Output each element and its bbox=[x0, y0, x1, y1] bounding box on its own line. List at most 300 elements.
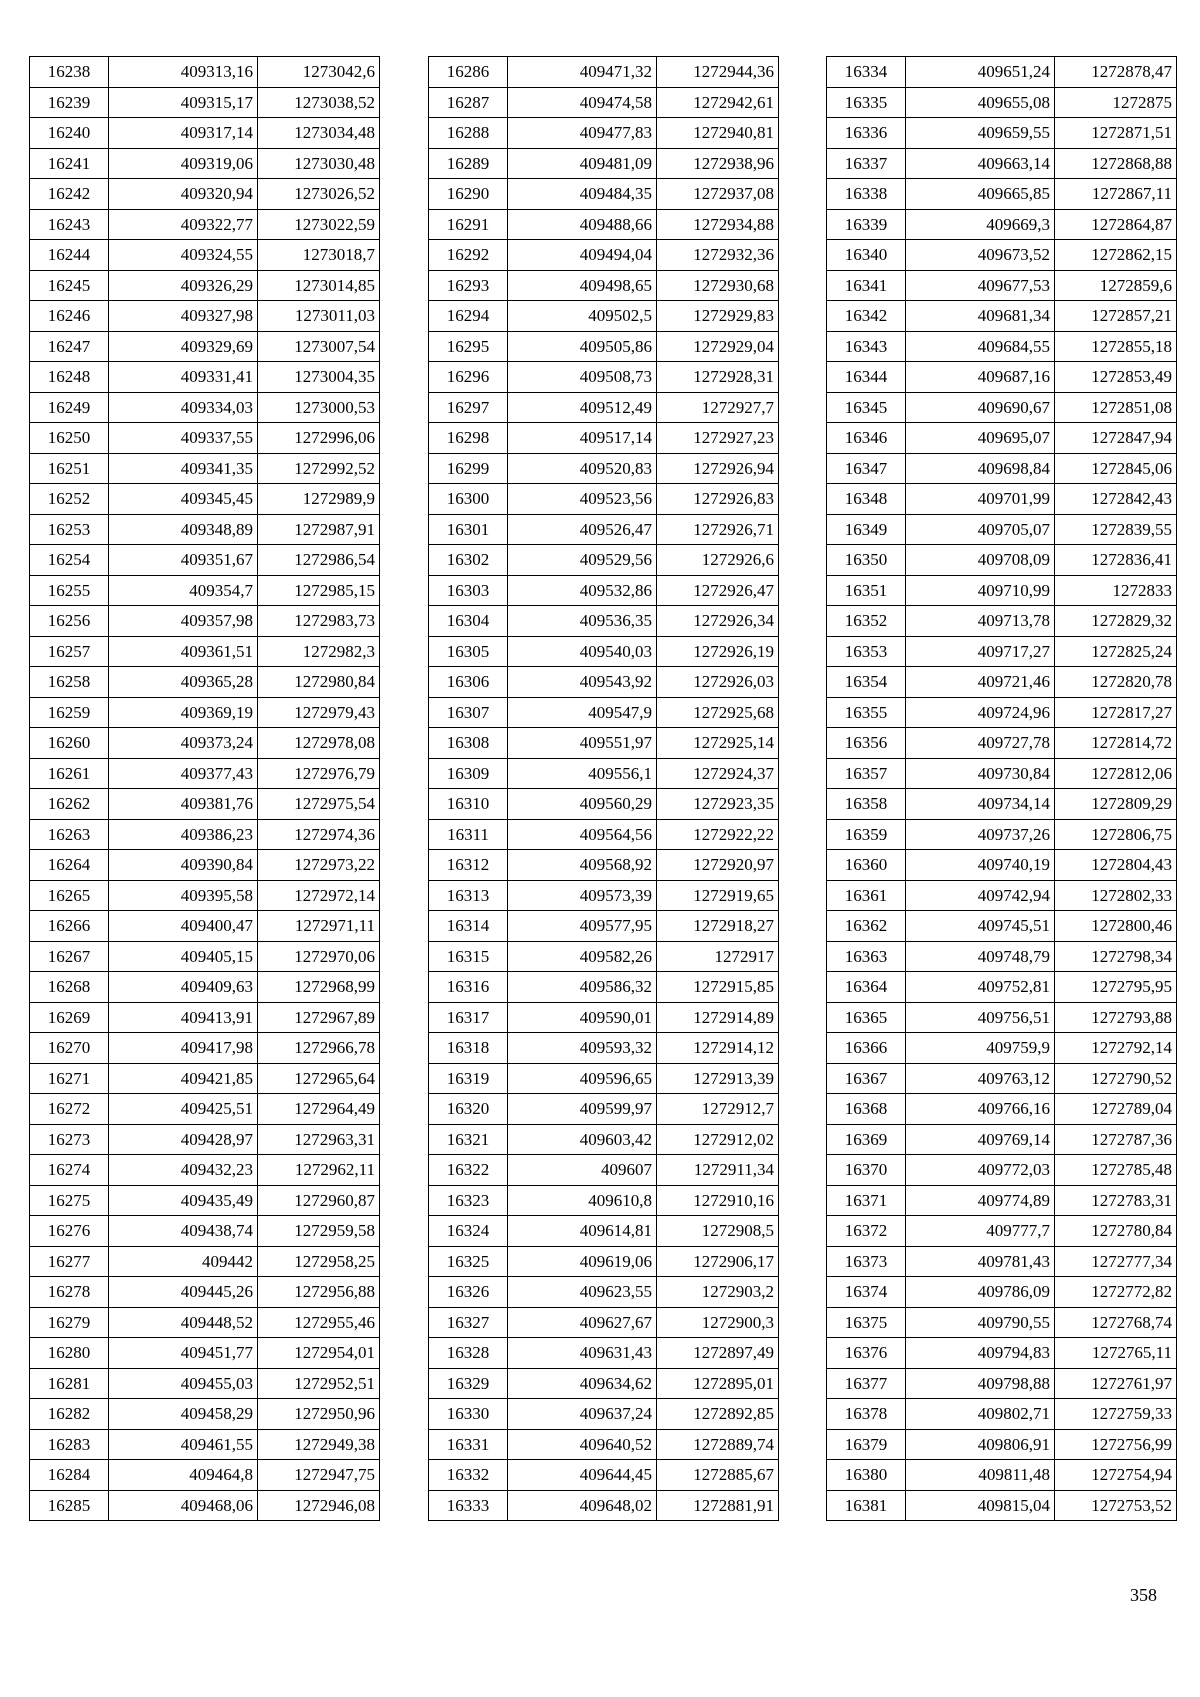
x-coordinate-cell: 409543,92 bbox=[508, 667, 657, 698]
x-coordinate-cell: 409687,16 bbox=[906, 362, 1055, 393]
x-coordinate-cell: 409573,39 bbox=[508, 880, 657, 911]
x-coordinate-cell: 409373,24 bbox=[109, 728, 258, 759]
point-number-cell: 16380 bbox=[827, 1460, 906, 1491]
x-coordinate-cell: 409348,89 bbox=[109, 514, 258, 545]
y-coordinate-cell: 1272820,78 bbox=[1055, 667, 1177, 698]
x-coordinate-cell: 409637,24 bbox=[508, 1399, 657, 1430]
y-coordinate-cell: 1272922,22 bbox=[657, 819, 779, 850]
y-coordinate-cell: 1273034,48 bbox=[258, 118, 380, 149]
table-row bbox=[429, 941, 779, 972]
point-number-cell: 16345 bbox=[827, 392, 906, 423]
table-row bbox=[827, 697, 1177, 728]
table-row bbox=[827, 1429, 1177, 1460]
x-coordinate-cell: 409766,16 bbox=[906, 1094, 1055, 1125]
table-row bbox=[429, 911, 779, 942]
table-row bbox=[429, 1002, 779, 1033]
x-coordinate-cell: 409413,91 bbox=[109, 1002, 258, 1033]
point-number-cell: 16300 bbox=[429, 484, 508, 515]
x-coordinate-cell: 409320,94 bbox=[109, 179, 258, 210]
table-row bbox=[429, 514, 779, 545]
y-coordinate-cell: 1272944,36 bbox=[657, 57, 779, 88]
y-coordinate-cell: 1273007,54 bbox=[258, 331, 380, 362]
y-coordinate-cell: 1272960,87 bbox=[258, 1185, 380, 1216]
coordinate-table-1 bbox=[29, 56, 380, 1521]
table-row bbox=[827, 758, 1177, 789]
y-coordinate-cell: 1272868,88 bbox=[1055, 148, 1177, 179]
point-number-cell: 16332 bbox=[429, 1460, 508, 1491]
table-row bbox=[827, 453, 1177, 484]
y-coordinate-cell: 1272924,37 bbox=[657, 758, 779, 789]
point-number-cell: 16268 bbox=[30, 972, 109, 1003]
table-row bbox=[30, 545, 380, 576]
y-coordinate-cell: 1272925,68 bbox=[657, 697, 779, 728]
table-row bbox=[30, 911, 380, 942]
table-row bbox=[827, 1246, 1177, 1277]
x-coordinate-cell: 409505,86 bbox=[508, 331, 657, 362]
table-row bbox=[827, 514, 1177, 545]
point-number-cell: 16248 bbox=[30, 362, 109, 393]
table-row bbox=[30, 819, 380, 850]
point-number-cell: 16247 bbox=[30, 331, 109, 362]
point-number-cell: 16299 bbox=[429, 453, 508, 484]
x-coordinate-cell: 409651,24 bbox=[906, 57, 1055, 88]
point-number-cell: 16357 bbox=[827, 758, 906, 789]
point-number-cell: 16249 bbox=[30, 392, 109, 423]
x-coordinate-cell: 409644,45 bbox=[508, 1460, 657, 1491]
y-coordinate-cell: 1272895,01 bbox=[657, 1368, 779, 1399]
y-coordinate-cell: 1272857,21 bbox=[1055, 301, 1177, 332]
table-row bbox=[30, 667, 380, 698]
x-coordinate-cell: 409748,79 bbox=[906, 941, 1055, 972]
point-number-cell: 16334 bbox=[827, 57, 906, 88]
y-coordinate-cell: 1272927,23 bbox=[657, 423, 779, 454]
x-coordinate-cell: 409721,46 bbox=[906, 667, 1055, 698]
x-coordinate-cell: 409357,98 bbox=[109, 606, 258, 637]
point-number-cell: 16356 bbox=[827, 728, 906, 759]
y-coordinate-cell: 1272892,85 bbox=[657, 1399, 779, 1430]
y-coordinate-cell: 1272926,71 bbox=[657, 514, 779, 545]
point-number-cell: 16359 bbox=[827, 819, 906, 850]
point-number-cell: 16343 bbox=[827, 331, 906, 362]
point-number-cell: 16305 bbox=[429, 636, 508, 667]
x-coordinate-cell: 409556,1 bbox=[508, 758, 657, 789]
y-coordinate-cell: 1272927,7 bbox=[657, 392, 779, 423]
y-coordinate-cell: 1272923,35 bbox=[657, 789, 779, 820]
x-coordinate-cell: 409329,69 bbox=[109, 331, 258, 362]
table-row bbox=[429, 1399, 779, 1430]
table-row bbox=[30, 514, 380, 545]
x-coordinate-cell: 409313,16 bbox=[109, 57, 258, 88]
x-coordinate-cell: 409727,78 bbox=[906, 728, 1055, 759]
point-number-cell: 16290 bbox=[429, 179, 508, 210]
y-coordinate-cell: 1272956,88 bbox=[258, 1277, 380, 1308]
x-coordinate-cell: 409471,32 bbox=[508, 57, 657, 88]
x-coordinate-cell: 409730,84 bbox=[906, 758, 1055, 789]
point-number-cell: 16281 bbox=[30, 1368, 109, 1399]
table-row bbox=[827, 331, 1177, 362]
y-coordinate-cell: 1272971,11 bbox=[258, 911, 380, 942]
point-number-cell: 16331 bbox=[429, 1429, 508, 1460]
x-coordinate-cell: 409377,43 bbox=[109, 758, 258, 789]
x-coordinate-cell: 409508,73 bbox=[508, 362, 657, 393]
point-number-cell: 16324 bbox=[429, 1216, 508, 1247]
point-number-cell: 16362 bbox=[827, 911, 906, 942]
point-number-cell: 16333 bbox=[429, 1490, 508, 1521]
table-row bbox=[429, 1460, 779, 1491]
table-row bbox=[827, 392, 1177, 423]
x-coordinate-cell: 409713,78 bbox=[906, 606, 1055, 637]
y-coordinate-cell: 1272938,96 bbox=[657, 148, 779, 179]
table-row bbox=[827, 1124, 1177, 1155]
table-row bbox=[429, 453, 779, 484]
y-coordinate-cell: 1272817,27 bbox=[1055, 697, 1177, 728]
x-coordinate-cell: 409705,07 bbox=[906, 514, 1055, 545]
point-number-cell: 16260 bbox=[30, 728, 109, 759]
table-row bbox=[827, 941, 1177, 972]
point-number-cell: 16355 bbox=[827, 697, 906, 728]
table-row bbox=[30, 1246, 380, 1277]
point-number-cell: 16304 bbox=[429, 606, 508, 637]
table-row bbox=[30, 1094, 380, 1125]
y-coordinate-cell: 1272792,14 bbox=[1055, 1033, 1177, 1064]
y-coordinate-cell: 1272842,43 bbox=[1055, 484, 1177, 515]
point-number-cell: 16287 bbox=[429, 87, 508, 118]
y-coordinate-cell: 1272793,88 bbox=[1055, 1002, 1177, 1033]
point-number-cell: 16246 bbox=[30, 301, 109, 332]
point-number-cell: 16346 bbox=[827, 423, 906, 454]
table-row bbox=[827, 484, 1177, 515]
table-row bbox=[30, 636, 380, 667]
point-number-cell: 16330 bbox=[429, 1399, 508, 1430]
y-coordinate-cell: 1272839,55 bbox=[1055, 514, 1177, 545]
y-coordinate-cell: 1272768,74 bbox=[1055, 1307, 1177, 1338]
table-row bbox=[827, 819, 1177, 850]
x-coordinate-cell: 409361,51 bbox=[109, 636, 258, 667]
table-row bbox=[429, 392, 779, 423]
table-row bbox=[429, 1216, 779, 1247]
table-row bbox=[30, 972, 380, 1003]
table-row bbox=[30, 1124, 380, 1155]
x-coordinate-cell: 409577,95 bbox=[508, 911, 657, 942]
table-row bbox=[827, 1460, 1177, 1491]
point-number-cell: 16337 bbox=[827, 148, 906, 179]
point-number-cell: 16286 bbox=[429, 57, 508, 88]
x-coordinate-cell: 409610,8 bbox=[508, 1185, 657, 1216]
y-coordinate-cell: 1272753,52 bbox=[1055, 1490, 1177, 1521]
y-coordinate-cell: 1272925,14 bbox=[657, 728, 779, 759]
y-coordinate-cell: 1272962,11 bbox=[258, 1155, 380, 1186]
y-coordinate-cell: 1272917 bbox=[657, 941, 779, 972]
table-row bbox=[30, 850, 380, 881]
table-row bbox=[30, 1185, 380, 1216]
table-row bbox=[827, 1063, 1177, 1094]
point-number-cell: 16297 bbox=[429, 392, 508, 423]
x-coordinate-cell: 409737,26 bbox=[906, 819, 1055, 850]
point-number-cell: 16303 bbox=[429, 575, 508, 606]
x-coordinate-cell: 409640,52 bbox=[508, 1429, 657, 1460]
table-row bbox=[827, 118, 1177, 149]
table-row bbox=[429, 1094, 779, 1125]
y-coordinate-cell: 1272889,74 bbox=[657, 1429, 779, 1460]
table-row bbox=[30, 209, 380, 240]
y-coordinate-cell: 1272926,94 bbox=[657, 453, 779, 484]
y-coordinate-cell: 1272985,15 bbox=[258, 575, 380, 606]
table-row bbox=[429, 636, 779, 667]
table-row bbox=[827, 1399, 1177, 1430]
x-coordinate-cell: 409547,9 bbox=[508, 697, 657, 728]
x-coordinate-cell: 409445,26 bbox=[109, 1277, 258, 1308]
y-coordinate-cell: 1272958,25 bbox=[258, 1246, 380, 1277]
x-coordinate-cell: 409560,29 bbox=[508, 789, 657, 820]
y-coordinate-cell: 1272996,06 bbox=[258, 423, 380, 454]
point-number-cell: 16326 bbox=[429, 1277, 508, 1308]
y-coordinate-cell: 1272955,46 bbox=[258, 1307, 380, 1338]
y-coordinate-cell: 1272989,9 bbox=[258, 484, 380, 515]
point-number-cell: 16258 bbox=[30, 667, 109, 698]
point-number-cell: 16285 bbox=[30, 1490, 109, 1521]
x-coordinate-cell: 409468,06 bbox=[109, 1490, 258, 1521]
table-row bbox=[30, 1368, 380, 1399]
y-coordinate-cell: 1272982,3 bbox=[258, 636, 380, 667]
x-coordinate-cell: 409331,41 bbox=[109, 362, 258, 393]
point-number-cell: 16322 bbox=[429, 1155, 508, 1186]
point-number-cell: 16352 bbox=[827, 606, 906, 637]
y-coordinate-cell: 1272970,06 bbox=[258, 941, 380, 972]
table-row bbox=[827, 972, 1177, 1003]
y-coordinate-cell: 1272765,11 bbox=[1055, 1338, 1177, 1369]
point-number-cell: 16270 bbox=[30, 1033, 109, 1064]
x-coordinate-cell: 409425,51 bbox=[109, 1094, 258, 1125]
point-number-cell: 16374 bbox=[827, 1277, 906, 1308]
x-coordinate-cell: 409794,83 bbox=[906, 1338, 1055, 1369]
y-coordinate-cell: 1272897,49 bbox=[657, 1338, 779, 1369]
y-coordinate-cell: 1273014,85 bbox=[258, 270, 380, 301]
point-number-cell: 16354 bbox=[827, 667, 906, 698]
point-number-cell: 16252 bbox=[30, 484, 109, 515]
point-number-cell: 16254 bbox=[30, 545, 109, 576]
point-number-cell: 16274 bbox=[30, 1155, 109, 1186]
point-number-cell: 16336 bbox=[827, 118, 906, 149]
table-row bbox=[429, 1124, 779, 1155]
point-number-cell: 16369 bbox=[827, 1124, 906, 1155]
point-number-cell: 16269 bbox=[30, 1002, 109, 1033]
x-coordinate-cell: 409790,55 bbox=[906, 1307, 1055, 1338]
point-number-cell: 16282 bbox=[30, 1399, 109, 1430]
y-coordinate-cell: 1273042,6 bbox=[258, 57, 380, 88]
table-row bbox=[429, 240, 779, 271]
x-coordinate-cell: 409451,77 bbox=[109, 1338, 258, 1369]
table-row bbox=[30, 606, 380, 637]
y-coordinate-cell: 1272954,01 bbox=[258, 1338, 380, 1369]
y-coordinate-cell: 1272934,88 bbox=[657, 209, 779, 240]
x-coordinate-cell: 409464,8 bbox=[109, 1460, 258, 1491]
y-coordinate-cell: 1272798,34 bbox=[1055, 941, 1177, 972]
x-coordinate-cell: 409669,3 bbox=[906, 209, 1055, 240]
x-coordinate-cell: 409390,84 bbox=[109, 850, 258, 881]
x-coordinate-cell: 409442 bbox=[109, 1246, 258, 1277]
x-coordinate-cell: 409455,03 bbox=[109, 1368, 258, 1399]
point-number-cell: 16244 bbox=[30, 240, 109, 271]
x-coordinate-cell: 409752,81 bbox=[906, 972, 1055, 1003]
table-row bbox=[429, 545, 779, 576]
y-coordinate-cell: 1272959,58 bbox=[258, 1216, 380, 1247]
table-row bbox=[827, 148, 1177, 179]
table-row bbox=[827, 423, 1177, 454]
point-number-cell: 16340 bbox=[827, 240, 906, 271]
point-number-cell: 16307 bbox=[429, 697, 508, 728]
point-number-cell: 16315 bbox=[429, 941, 508, 972]
x-coordinate-cell: 409568,92 bbox=[508, 850, 657, 881]
point-number-cell: 16294 bbox=[429, 301, 508, 332]
x-coordinate-cell: 409512,49 bbox=[508, 392, 657, 423]
y-coordinate-cell: 1272845,06 bbox=[1055, 453, 1177, 484]
x-coordinate-cell: 409774,89 bbox=[906, 1185, 1055, 1216]
x-coordinate-cell: 409365,28 bbox=[109, 667, 258, 698]
y-coordinate-cell: 1272974,36 bbox=[258, 819, 380, 850]
table-row bbox=[30, 1216, 380, 1247]
point-number-cell: 16366 bbox=[827, 1033, 906, 1064]
x-coordinate-cell: 409354,7 bbox=[109, 575, 258, 606]
point-number-cell: 16373 bbox=[827, 1246, 906, 1277]
x-coordinate-cell: 409351,67 bbox=[109, 545, 258, 576]
x-coordinate-cell: 409564,56 bbox=[508, 819, 657, 850]
x-coordinate-cell: 409590,01 bbox=[508, 1002, 657, 1033]
x-coordinate-cell: 409432,23 bbox=[109, 1155, 258, 1186]
y-coordinate-cell: 1272756,99 bbox=[1055, 1429, 1177, 1460]
point-number-cell: 16298 bbox=[429, 423, 508, 454]
point-number-cell: 16313 bbox=[429, 880, 508, 911]
x-coordinate-cell: 409532,86 bbox=[508, 575, 657, 606]
table-row bbox=[827, 240, 1177, 271]
point-number-cell: 16372 bbox=[827, 1216, 906, 1247]
x-coordinate-cell: 409815,04 bbox=[906, 1490, 1055, 1521]
y-coordinate-cell: 1272759,33 bbox=[1055, 1399, 1177, 1430]
y-coordinate-cell: 1272926,47 bbox=[657, 575, 779, 606]
y-coordinate-cell: 1272926,6 bbox=[657, 545, 779, 576]
x-coordinate-cell: 409772,03 bbox=[906, 1155, 1055, 1186]
point-number-cell: 16241 bbox=[30, 148, 109, 179]
point-number-cell: 16242 bbox=[30, 179, 109, 210]
point-number-cell: 16311 bbox=[429, 819, 508, 850]
point-number-cell: 16323 bbox=[429, 1185, 508, 1216]
point-number-cell: 16375 bbox=[827, 1307, 906, 1338]
y-coordinate-cell: 1272968,99 bbox=[258, 972, 380, 1003]
table-row bbox=[429, 819, 779, 850]
point-number-cell: 16363 bbox=[827, 941, 906, 972]
x-coordinate-cell: 409648,02 bbox=[508, 1490, 657, 1521]
table-row bbox=[429, 57, 779, 88]
point-number-cell: 16251 bbox=[30, 453, 109, 484]
point-number-cell: 16321 bbox=[429, 1124, 508, 1155]
x-coordinate-cell: 409327,98 bbox=[109, 301, 258, 332]
x-coordinate-cell: 409695,07 bbox=[906, 423, 1055, 454]
y-coordinate-cell: 1272789,04 bbox=[1055, 1094, 1177, 1125]
y-coordinate-cell: 1272785,48 bbox=[1055, 1155, 1177, 1186]
y-coordinate-cell: 1272862,15 bbox=[1055, 240, 1177, 271]
table-row bbox=[429, 423, 779, 454]
x-coordinate-cell: 409315,17 bbox=[109, 87, 258, 118]
y-coordinate-cell: 1272814,72 bbox=[1055, 728, 1177, 759]
table-row bbox=[827, 1002, 1177, 1033]
table-row bbox=[827, 209, 1177, 240]
y-coordinate-cell: 1272847,94 bbox=[1055, 423, 1177, 454]
x-coordinate-cell: 409421,85 bbox=[109, 1063, 258, 1094]
table-row bbox=[827, 1338, 1177, 1369]
point-number-cell: 16338 bbox=[827, 179, 906, 210]
x-coordinate-cell: 409596,65 bbox=[508, 1063, 657, 1094]
table-row bbox=[30, 423, 380, 454]
y-coordinate-cell: 1272806,75 bbox=[1055, 819, 1177, 850]
point-number-cell: 16289 bbox=[429, 148, 508, 179]
point-number-cell: 16344 bbox=[827, 362, 906, 393]
point-number-cell: 16245 bbox=[30, 270, 109, 301]
table-row bbox=[827, 1490, 1177, 1521]
point-number-cell: 16275 bbox=[30, 1185, 109, 1216]
y-coordinate-cell: 1273004,35 bbox=[258, 362, 380, 393]
point-number-cell: 16280 bbox=[30, 1338, 109, 1369]
table-row bbox=[429, 1155, 779, 1186]
y-coordinate-cell: 1272761,97 bbox=[1055, 1368, 1177, 1399]
table-row bbox=[827, 57, 1177, 88]
point-number-cell: 16288 bbox=[429, 118, 508, 149]
table-row bbox=[827, 1185, 1177, 1216]
table-row bbox=[30, 1033, 380, 1064]
table-row bbox=[30, 1399, 380, 1430]
y-coordinate-cell: 1272926,34 bbox=[657, 606, 779, 637]
point-number-cell: 16266 bbox=[30, 911, 109, 942]
table-row bbox=[30, 453, 380, 484]
point-number-cell: 16277 bbox=[30, 1246, 109, 1277]
point-number-cell: 16349 bbox=[827, 514, 906, 545]
table-row bbox=[429, 972, 779, 1003]
x-coordinate-cell: 409781,43 bbox=[906, 1246, 1055, 1277]
point-number-cell: 16292 bbox=[429, 240, 508, 271]
point-number-cell: 16367 bbox=[827, 1063, 906, 1094]
y-coordinate-cell: 1272947,75 bbox=[258, 1460, 380, 1491]
y-coordinate-cell: 1272783,31 bbox=[1055, 1185, 1177, 1216]
x-coordinate-cell: 409586,32 bbox=[508, 972, 657, 1003]
y-coordinate-cell: 1272911,34 bbox=[657, 1155, 779, 1186]
y-coordinate-cell: 1272926,19 bbox=[657, 636, 779, 667]
x-coordinate-cell: 409428,97 bbox=[109, 1124, 258, 1155]
y-coordinate-cell: 1272790,52 bbox=[1055, 1063, 1177, 1094]
point-number-cell: 16265 bbox=[30, 880, 109, 911]
y-coordinate-cell: 1272864,87 bbox=[1055, 209, 1177, 240]
y-coordinate-cell: 1272964,49 bbox=[258, 1094, 380, 1125]
table-row bbox=[30, 331, 380, 362]
table-row bbox=[429, 1368, 779, 1399]
table-row bbox=[827, 87, 1177, 118]
table-row bbox=[429, 148, 779, 179]
x-coordinate-cell: 409708,09 bbox=[906, 545, 1055, 576]
table-row bbox=[30, 118, 380, 149]
table-row bbox=[30, 270, 380, 301]
point-number-cell: 16276 bbox=[30, 1216, 109, 1247]
table-row bbox=[827, 1277, 1177, 1308]
table-row bbox=[429, 1063, 779, 1094]
y-coordinate-cell: 1273026,52 bbox=[258, 179, 380, 210]
point-number-cell: 16327 bbox=[429, 1307, 508, 1338]
y-coordinate-cell: 1272926,03 bbox=[657, 667, 779, 698]
y-coordinate-cell: 1272914,89 bbox=[657, 1002, 779, 1033]
table-row bbox=[30, 1277, 380, 1308]
y-coordinate-cell: 1272919,65 bbox=[657, 880, 779, 911]
table-row bbox=[827, 270, 1177, 301]
table-row bbox=[30, 484, 380, 515]
y-coordinate-cell: 1272967,89 bbox=[258, 1002, 380, 1033]
point-number-cell: 16358 bbox=[827, 789, 906, 820]
point-number-cell: 16335 bbox=[827, 87, 906, 118]
